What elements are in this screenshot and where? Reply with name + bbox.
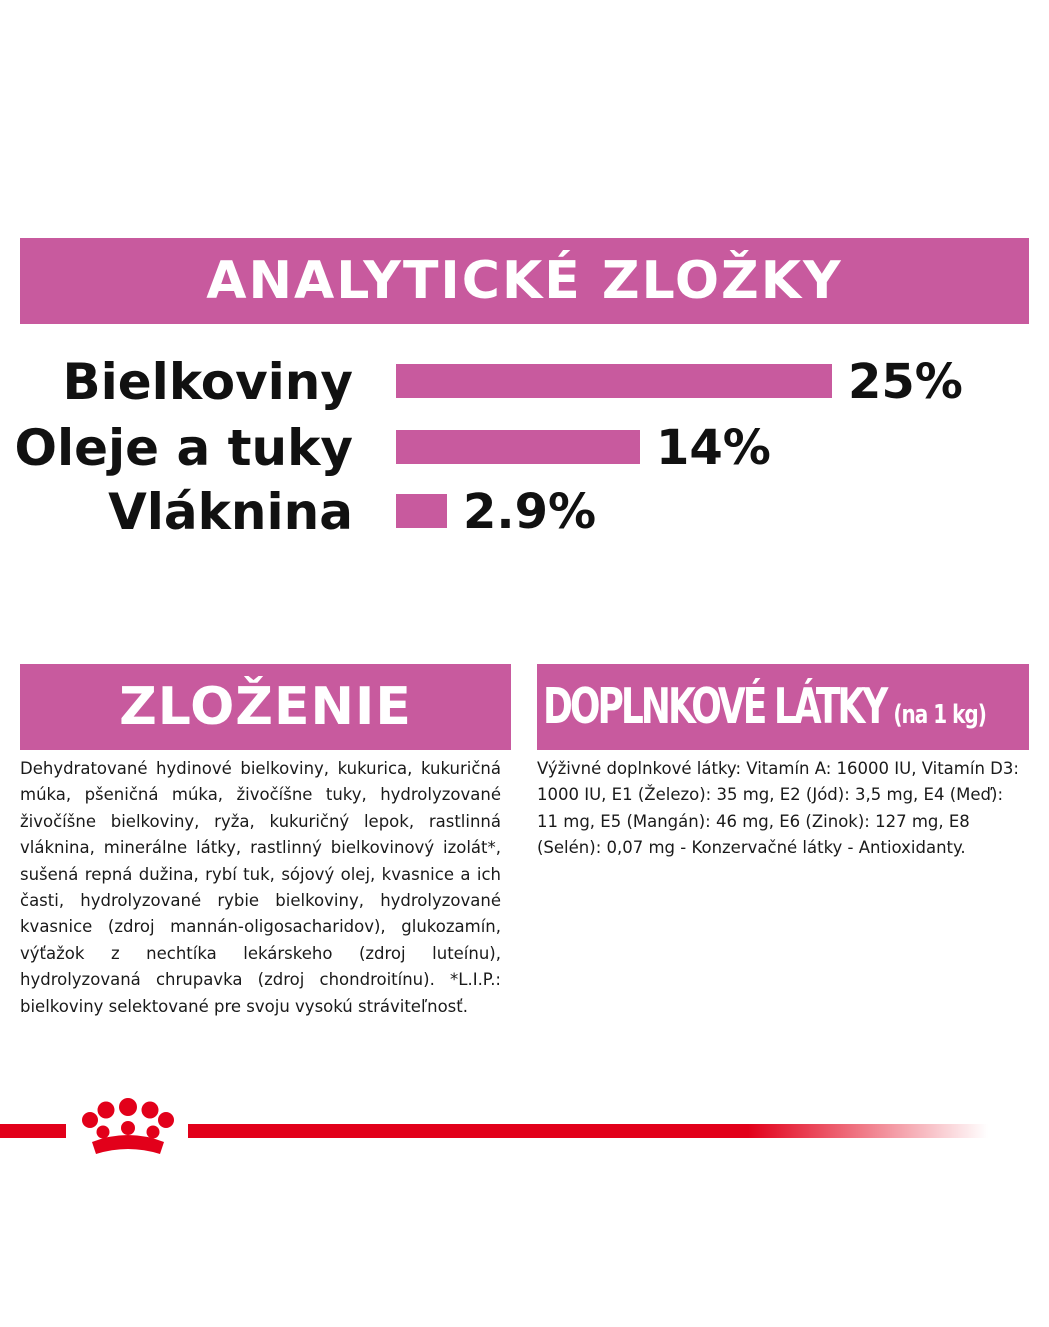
nutrient-value: 25% [848, 354, 963, 410]
royal-canin-crown-icon [68, 1098, 188, 1162]
nutrient-value: 14% [656, 420, 771, 476]
additives-title: DOPLNKOVÉ LÁTKY [543, 679, 886, 735]
nutrient-value: 2.9% [463, 484, 597, 540]
nutrient-label: Bielkoviny [62, 353, 353, 411]
composition-text: Dehydratované hydinové bielkoviny, kukurica, kukuričná múka, pšeničná múka, živočíšne tuky, hydrolyzované živočíšne bielkoviny, ryža, kukuričný lepok, rastlinná vláknina, minerálne látky, rastlinný bielkovinový izolát*, sušená repná dužina, rybí tuk, sójový olej, kvasnice a ich časti, hydrolyzované rybie bielkoviny, hydrolyzované kvasnice (zdroj mannán-oligosacharidov), glukozamín, výťažok z nechtíka lekárskeho (zdroj luteínu), hydrolyzovaná chrupavka (zdroj chondroitínu). *L.I.P.: bielkoviny selektované pre svoju vysokú stráviteľnosť. [20, 759, 501, 1016]
nutrient-bar [396, 364, 832, 398]
additives-banner [537, 664, 1029, 750]
additives-unit: (na 1 kg) [893, 698, 986, 730]
analytic-components-title: ANALYTICKÉ ZLOŽKY [206, 251, 843, 311]
nutrient-bar [396, 494, 447, 528]
analytic-components-banner [20, 238, 1029, 324]
composition-banner [20, 664, 511, 750]
additives-text: Výživné doplnkové látky: Vitamín A: 16000 IU, Vitamín D3: 1000 IU, E1 (Železo): 35 mg, E2 (Jód): 3,5 mg, E4 (Meď): 11 mg, E5 (Mangán): 46 mg, E6 (Zinok): 127 mg, E8 (Selén): 0,07 mg - Konzervačné látky - Antioxidanty. [537, 759, 1019, 858]
nutrient-bar [396, 430, 640, 464]
composition-title: ZLOŽENIE [119, 677, 412, 737]
footer-line-left [0, 1124, 66, 1138]
footer-line-right [188, 1124, 988, 1138]
nutrient-label: Oleje a tuky [14, 419, 353, 477]
nutrient-label: Vláknina [108, 483, 353, 541]
